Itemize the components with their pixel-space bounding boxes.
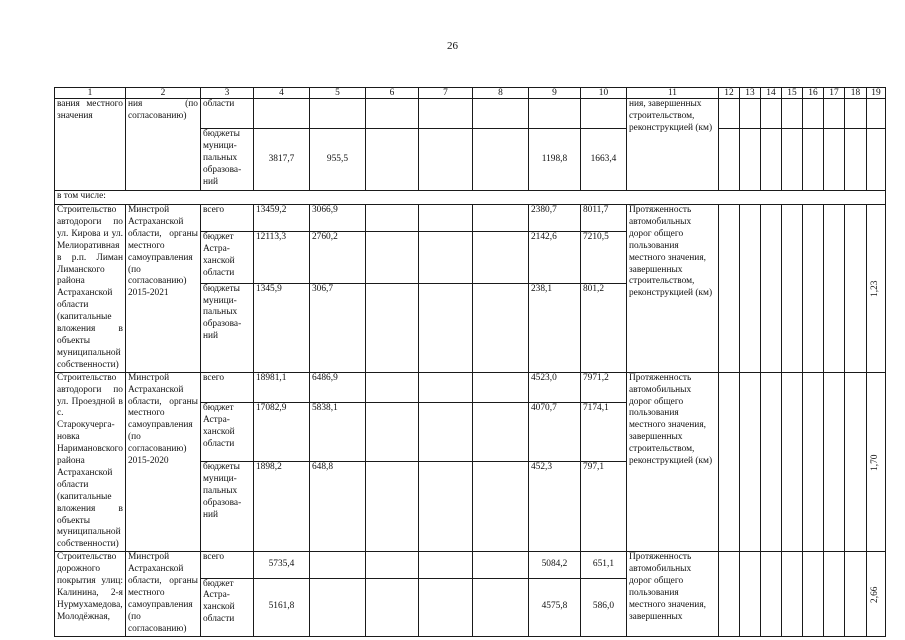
value-col18	[844, 372, 866, 552]
value-col18	[844, 205, 866, 373]
funding-source-cell: бюджеты муници- пальных образова- ний	[200, 462, 253, 552]
column-header-17: 17	[823, 88, 844, 99]
project-name-cell: Строительство дорожного покрытия улиц: Калинина, 2-я Нурмухамедова, Молодёжная,	[55, 552, 126, 636]
value-col15	[781, 552, 802, 636]
value-col8	[472, 552, 528, 578]
indicator-cell: ния, завершенных строительством, реконструкцией (км)	[626, 99, 718, 191]
project-name-cell: Строительство автодороги по ул. Проездной в с. Старокучерга-новка Наримановского района Астраханской области (капитальные вложения в объекты муниципальной собственности)	[55, 372, 126, 552]
value-col18	[844, 129, 866, 191]
value-col13	[739, 129, 760, 191]
value-col12	[718, 372, 739, 552]
value-col6	[365, 205, 418, 232]
value-col15	[781, 372, 802, 552]
value-col6	[365, 283, 418, 372]
indicator-cell: Протяженность автомобильных дорог общего пользования местного значения, завершенных строительством, реконструкцией (км)	[626, 372, 718, 552]
value-col9: 5084,2	[528, 552, 580, 578]
value-col4: 5161,8	[253, 578, 309, 636]
value-col6	[365, 552, 418, 578]
value-col12	[718, 129, 739, 191]
table-header-row	[55, 88, 886, 99]
value-col6	[365, 462, 418, 552]
value-col5: 955,5	[309, 129, 365, 191]
funding-source-cell: бюджеты муници- пальных образова- ний	[200, 129, 253, 191]
value-col4: 12113,3	[253, 231, 309, 283]
value-col18	[844, 99, 866, 129]
value-col15	[781, 129, 802, 191]
value-col9	[528, 99, 580, 129]
value-col4: 3817,7	[253, 129, 309, 191]
value-col13	[739, 205, 760, 373]
value-col14	[760, 372, 781, 552]
value-col5: 5838,1	[309, 403, 365, 462]
value-col9: 2380,7	[528, 205, 580, 232]
column-header-8: 8	[472, 88, 528, 99]
column-header-3: 3	[200, 88, 253, 99]
value-col15	[781, 99, 802, 129]
executor-cell: Минстрой Астраханской области, органы местного самоуправления (по согласованию)	[125, 552, 200, 636]
value-col10: 1663,4	[580, 129, 626, 191]
value-col19	[866, 99, 885, 129]
column-header-9: 9	[528, 88, 580, 99]
value-col16	[802, 205, 823, 373]
table-row	[55, 552, 886, 578]
value-col17	[823, 552, 844, 636]
funding-source-cell: всего	[200, 372, 253, 403]
budget-table	[54, 87, 886, 637]
value-col9: 2142,6	[528, 231, 580, 283]
funding-source-cell: бюджеты муници- пальных образова- ний	[200, 283, 253, 372]
value-col13	[739, 99, 760, 129]
value-col6	[365, 372, 418, 403]
column-header-16: 16	[802, 88, 823, 99]
value-col13	[739, 552, 760, 636]
value-col6	[365, 403, 418, 462]
value-col4: 1898,2	[253, 462, 309, 552]
funding-source-cell: бюджет Астра- ханской области	[200, 403, 253, 462]
value-col7	[418, 578, 472, 636]
value-col6	[365, 231, 418, 283]
table-row	[55, 205, 886, 232]
value-col8	[472, 462, 528, 552]
value-col8	[472, 231, 528, 283]
page-number: 26	[447, 40, 458, 52]
column19-value: 1,70	[870, 454, 881, 471]
column-header-13: 13	[739, 88, 760, 99]
value-col9: 4523,0	[528, 372, 580, 403]
value-col5: 2760,2	[309, 231, 365, 283]
value-col7	[418, 99, 472, 129]
value-col7	[418, 129, 472, 191]
value-col5	[309, 578, 365, 636]
funding-source-cell: всего	[200, 205, 253, 232]
value-col5	[309, 99, 365, 129]
value-col14	[760, 99, 781, 129]
value-col10: 8011,7	[580, 205, 626, 232]
column-header-4: 4	[253, 88, 309, 99]
value-col9: 4070,7	[528, 403, 580, 462]
value-col12	[718, 205, 739, 373]
value-col5: 306,7	[309, 283, 365, 372]
value-col12	[718, 99, 739, 129]
table-row	[55, 372, 886, 403]
value-col10	[580, 99, 626, 129]
value-col7	[418, 552, 472, 578]
value-col4: 17082,9	[253, 403, 309, 462]
value-col10: 7174,1	[580, 403, 626, 462]
column-header-15: 15	[781, 88, 802, 99]
value-col10: 586,0	[580, 578, 626, 636]
column-header-6: 6	[365, 88, 418, 99]
executor-cell: Минстрой Астраханской области, органы местного самоуправления (по согласованию) 2015-2021	[125, 205, 200, 373]
value-col16	[802, 99, 823, 129]
value-col5: 3066,9	[309, 205, 365, 232]
table-row	[55, 191, 886, 205]
subheading-cell: в том числе:	[55, 191, 886, 205]
value-col10: 7971,2	[580, 372, 626, 403]
column-header-12: 12	[718, 88, 739, 99]
funding-source-cell: области	[200, 99, 253, 129]
value-col7	[418, 403, 472, 462]
executor-cell: ния (по согласованию)	[125, 99, 200, 191]
value-col14	[760, 129, 781, 191]
column-header-19: 19	[866, 88, 885, 99]
value-col7	[418, 283, 472, 372]
column-header-2: 2	[125, 88, 200, 99]
value-col6	[365, 129, 418, 191]
value-col7	[418, 462, 472, 552]
value-col5: 6486,9	[309, 372, 365, 403]
value-col17	[823, 372, 844, 552]
value-col7	[418, 231, 472, 283]
value-col7	[418, 205, 472, 232]
value-col9: 452,3	[528, 462, 580, 552]
value-col4: 5735,4	[253, 552, 309, 578]
value-col8	[472, 129, 528, 191]
value-col15	[781, 205, 802, 373]
indicator-cell: Протяженность автомобильных дорог общего пользования местного значения, завершенных	[626, 552, 718, 636]
value-col19	[866, 552, 885, 636]
value-col10: 797,1	[580, 462, 626, 552]
funding-source-cell: бюджет Астра- ханской области	[200, 231, 253, 283]
value-col6	[365, 578, 418, 636]
value-col8	[472, 99, 528, 129]
value-col12	[718, 552, 739, 636]
value-col8	[472, 205, 528, 232]
value-col7	[418, 372, 472, 403]
value-col17	[823, 99, 844, 129]
column-header-5: 5	[309, 88, 365, 99]
value-col18	[844, 552, 866, 636]
value-col16	[802, 129, 823, 191]
value-col17	[823, 205, 844, 373]
column19-value: 2,66	[870, 586, 881, 603]
value-col8	[472, 372, 528, 403]
value-col14	[760, 552, 781, 636]
value-col5: 648,8	[309, 462, 365, 552]
project-name-cell: Строительство автодороги по ул. Кирова и ул. Мелиоративная в р.п. Лиман Лиманского района Астраханской области (капитальные вложения в объекты муниципальной собственности)	[55, 205, 126, 373]
column-header-18: 18	[844, 88, 866, 99]
value-col9: 4575,8	[528, 578, 580, 636]
value-col4: 13459,2	[253, 205, 309, 232]
funding-source-cell: бюджет Астра- ханской области	[200, 578, 253, 636]
value-col17	[823, 129, 844, 191]
column-header-1: 1	[55, 88, 126, 99]
value-col6	[365, 99, 418, 129]
value-col5	[309, 552, 365, 578]
column-header-14: 14	[760, 88, 781, 99]
value-col9: 1198,8	[528, 129, 580, 191]
value-col19	[866, 205, 885, 373]
funding-source-cell: всего	[200, 552, 253, 578]
value-col8	[472, 403, 528, 462]
column19-value: 1,23	[870, 280, 881, 298]
value-col8	[472, 578, 528, 636]
table-row	[55, 99, 886, 129]
value-col19	[866, 129, 885, 191]
value-col4	[253, 99, 309, 129]
value-col10: 7210,5	[580, 231, 626, 283]
indicator-cell: Протяженность автомобильных дорог общего пользования местного значения, завершенных строительством, реконструкцией (км)	[626, 205, 718, 373]
program-name-cell: вания местного значения	[55, 99, 126, 191]
column-header-10: 10	[580, 88, 626, 99]
value-col16	[802, 552, 823, 636]
executor-cell: Минстрой Астраханской области, органы местного самоуправления (по согласованию) 2015-2020	[125, 372, 200, 552]
value-col9: 238,1	[528, 283, 580, 372]
value-col8	[472, 283, 528, 372]
value-col13	[739, 372, 760, 552]
value-col10: 801,2	[580, 283, 626, 372]
value-col4: 18981,1	[253, 372, 309, 403]
value-col19	[866, 372, 885, 552]
value-col4: 1345,9	[253, 283, 309, 372]
column-header-7: 7	[418, 88, 472, 99]
value-col10: 651,1	[580, 552, 626, 578]
value-col14	[760, 205, 781, 373]
column-header-11: 11	[626, 88, 718, 99]
value-col16	[802, 372, 823, 552]
